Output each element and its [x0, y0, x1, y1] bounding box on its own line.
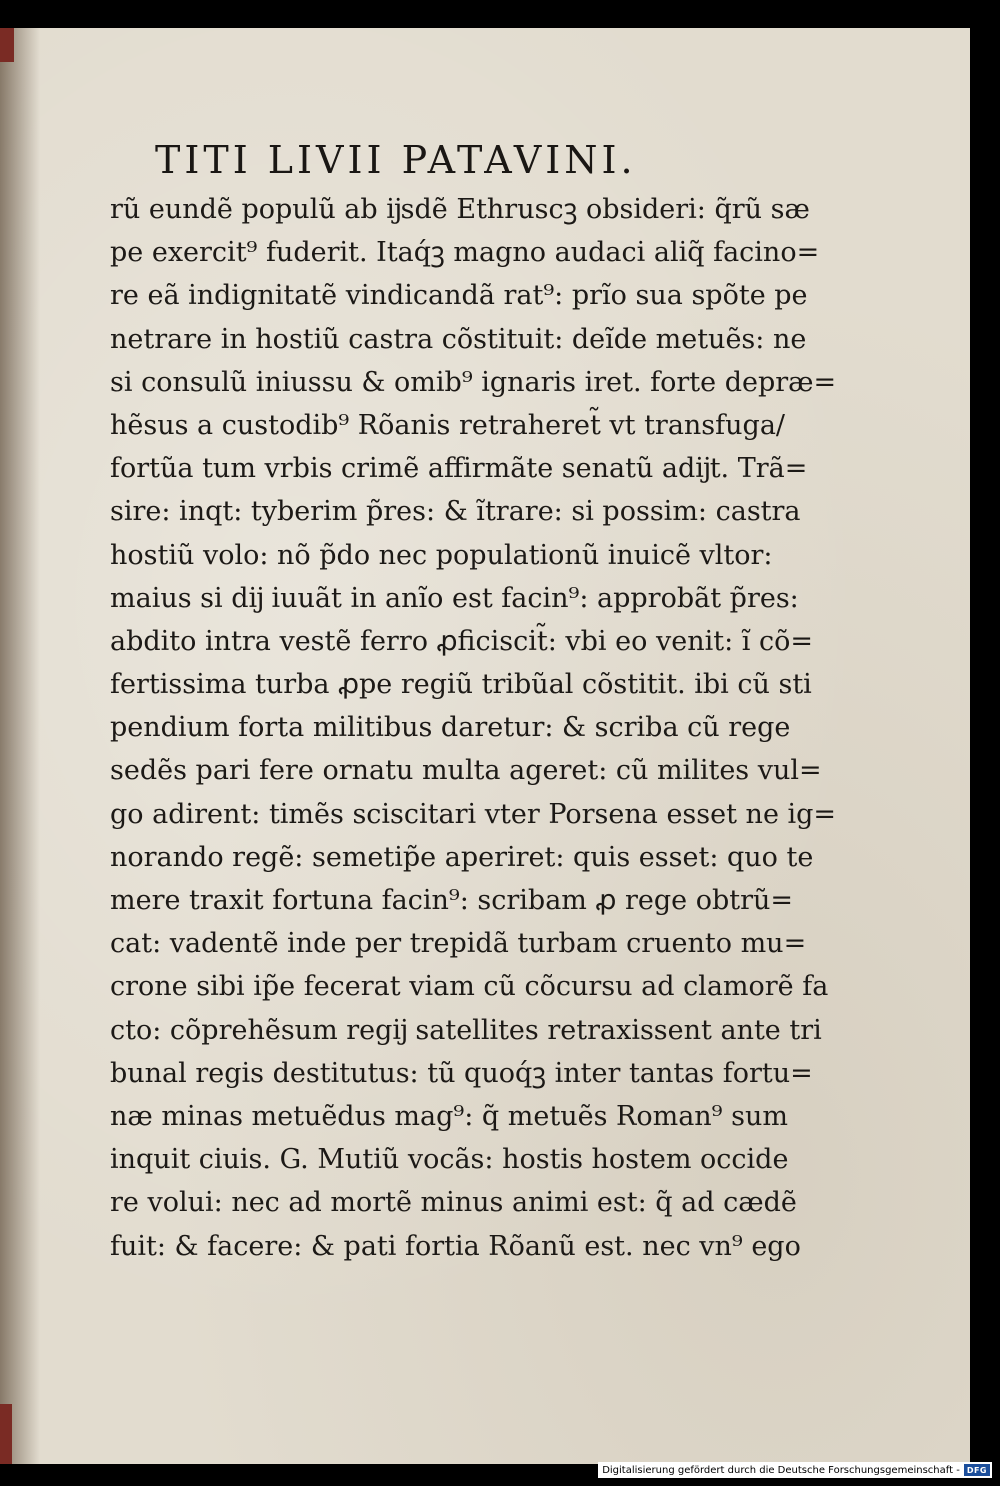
text-line: cat: vadentẽ inde per trepidã turbam cruento mu= — [110, 928, 807, 960]
text-line: hostiũ volo: nõ p̃do nec populationũ inuicẽ vltor: — [110, 539, 773, 571]
text-line: si consulũ iniussu & omib⁹ ignaris iret. forte depræ= — [110, 366, 837, 398]
text-line: hẽsus a custodib⁹ Rõanis retraheret̃ vt transfuga/ — [110, 409, 786, 441]
text-line: mere traxit fortuna facin⁹: scribam ꝓ rege obtrũ= — [110, 885, 794, 916]
text-line: rũ eundẽ populũ ab ĳsdẽ Ethruscꝫ obsideri: q̃rũ sæ — [110, 194, 810, 225]
text-line: re volui: nec ad mortẽ minus animi est: q̃ ad cædẽ — [110, 1187, 797, 1219]
text-line: bunal regis destitutus: tũ quoq́ꝫ inter tantas fortu= — [110, 1057, 813, 1089]
credit-text: Digitalisierung gefördert durch die Deutsche Forschungsgemeinschaft - — [602, 1464, 960, 1476]
binding-corner-top — [0, 28, 14, 62]
text-line: inquit ciuis. G. Mutiũ vocãs: hostis hostem occide — [110, 1144, 789, 1176]
text-line: fuit: & facere: & pati fortia Rõanũ est. nec vn⁹ ego — [110, 1230, 801, 1262]
text-line: pendium forta militibus daretur: & scriba cũ rege — [110, 712, 791, 744]
text-line: fortũa tum vrbis crimẽ affirmãte senatũ adĳt. Trã= — [110, 453, 808, 485]
text-line: pe exercit⁹ fuderit. Itaq́ꝫ magno audaci aliq̃ facino= — [110, 237, 820, 269]
dfg-logo-icon: DFG — [964, 1464, 990, 1476]
running-head: TITI LIVII PATAVINI. — [155, 138, 637, 182]
text-line: crone sibi ip̃e fecerat viam cũ cõcursu ad clamorẽ fa — [110, 971, 829, 1003]
text-line: norando regẽ: semetip̃e aperiret: quis esset: quo te — [110, 841, 814, 873]
text-line: abdito intra vestẽ ferro ꝓficiscit̃: vbi eo venit: ĩ cõ= — [110, 625, 813, 657]
text-line: maius si dĳ iuuãt in anĩo est facin⁹: approbãt p̃res: — [110, 582, 799, 614]
text-line: sedẽs pari fere ornatu multa ageret: cũ milites vul= — [110, 755, 822, 787]
text-line: cto: cõprehẽsum regĳ satellites retraxissent ante tri — [110, 1014, 822, 1046]
text-line: næ minas metuẽdus mag⁹: q̃ metuẽs Roman⁹ sum — [110, 1100, 788, 1132]
digitization-credit — [598, 1462, 992, 1478]
text-line: go adirent: timẽs sciscitari vter Porsena esset ne ig= — [110, 798, 837, 830]
binding-corner-bottom — [0, 1404, 12, 1464]
text-line: netrare in hostiũ castra cõstituit: deĩde metuẽs: ne — [110, 323, 807, 355]
text-block — [110, 188, 837, 1268]
book-page — [0, 28, 970, 1464]
spine-shadow — [0, 28, 40, 1464]
text-line: re eã indignitatẽ vindicandã rat⁹: prĩo sua spõte pe — [110, 280, 808, 312]
text-line: sire: inqt: tyberim p̃res: & ĩtrare: si possim: castra — [110, 496, 801, 528]
text-line: fertissima turba ꝓpe regiũ tribũal cõstitit. ibi cũ sti — [110, 669, 812, 701]
